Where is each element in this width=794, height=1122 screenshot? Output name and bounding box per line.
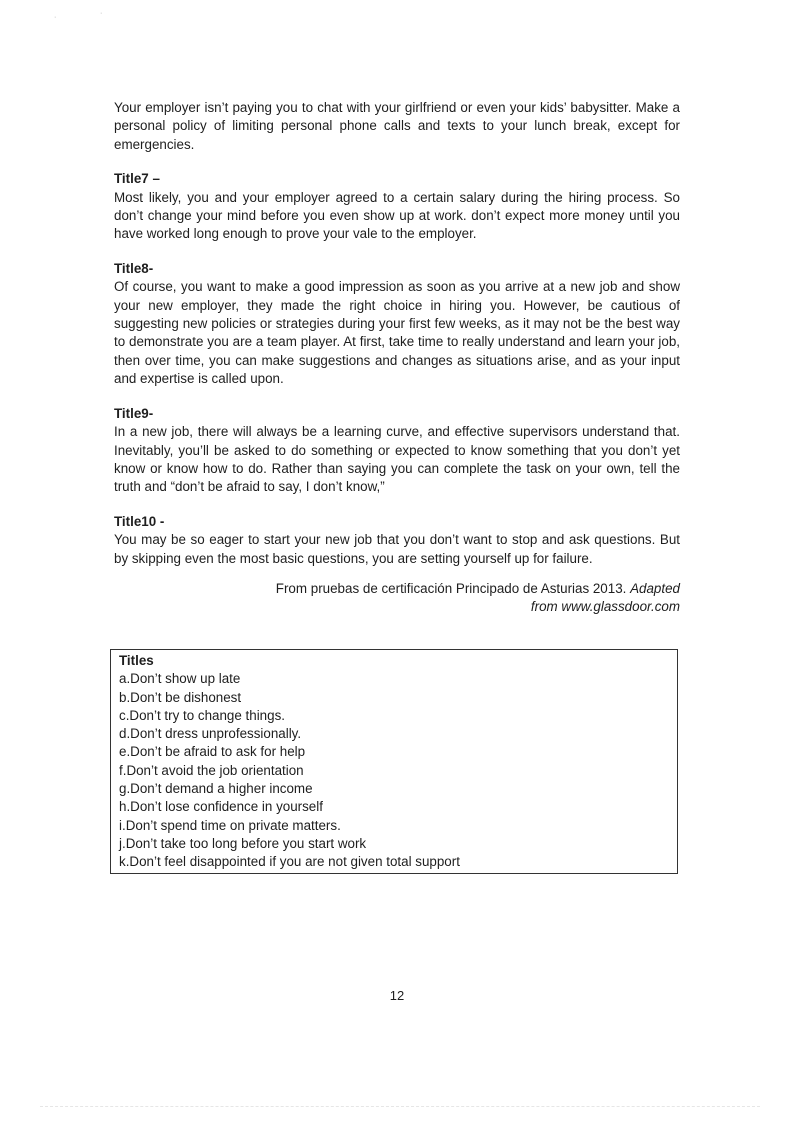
title-option-k: k.Don’t feel disappointed if you are not given total support xyxy=(119,854,460,870)
title-option-e: e.Don’t be afraid to ask for help xyxy=(119,744,306,760)
source-line-2: from www.glassdoor.com xyxy=(530,599,680,615)
section-title9 xyxy=(114,405,680,497)
source-citation xyxy=(114,580,680,617)
section-heading: Title8- xyxy=(114,260,154,276)
title-option-b: b.Don’t be dishonest xyxy=(119,689,242,705)
page-number: 12 xyxy=(389,988,405,1003)
section-title7 xyxy=(114,170,680,244)
title-option-c: c.Don’t try to change things. xyxy=(119,707,285,723)
scan-speck: · xyxy=(100,10,103,17)
section-body: Most likely, you and your employer agreed to a certain salary during the hiring process. So don’t change your mind before you even show up at work. don’t expect more money until you have worked long enough to prove your vale to the employer. xyxy=(114,189,680,242)
title-option-j: j.Don’t take too long before you start work xyxy=(119,835,367,851)
source-prefix: From pruebas de certificación Principado de Asturias 2013. xyxy=(275,580,627,596)
section-heading: Title10 - xyxy=(114,513,165,529)
section-title8 xyxy=(114,260,680,389)
section-body: Of course, you want to make a good impression as soon as you arrive at a new job and show your new employer, they made the right choice in hiring you. However, be cautious of suggesting new policies or strategies during your first few weeks, as it may not be the best way to demonstrate you are a team player. At first, take time to really understand and learn your job, then over time, you can make suggestions and changes as situations arise, and as your input and expertise is called upon. xyxy=(114,279,680,387)
titles-box xyxy=(110,649,678,874)
scan-speck: · xyxy=(54,14,57,21)
title-option-d: d.Don’t dress unprofessionally. xyxy=(119,726,302,742)
section-body: In a new job, there will always be a learning curve, and effective supervisors understand that. Inevitably, you’ll be asked to do something or expected to know something that you don’t yet know or know how to do. Rather than saying you can complete the task on your own, tell the truth and “don’t be afraid to say, I don’t know,” xyxy=(114,424,680,495)
title-option-g: g.Don’t demand a higher income xyxy=(119,781,313,797)
main-text xyxy=(114,99,680,617)
title-option-h: h.Don’t lose confidence in yourself xyxy=(119,799,323,815)
title-option-a: a.Don’t show up late xyxy=(119,671,241,687)
section-body: You may be so eager to start your new job that you don’t want to stop and ask questions. But by skipping even the most basic questions, you are setting yourself up for failure. xyxy=(114,532,680,566)
title-option-f: f.Don’t avoid the job orientation xyxy=(119,762,304,778)
source-adapted: Adapted xyxy=(630,580,680,596)
scan-edge-line xyxy=(40,1106,760,1107)
section-heading: Title7 – xyxy=(114,171,160,187)
intro-paragraph: Your employer isn’t paying you to chat with your girlfriend or even your kids’ babysitter. Make a personal policy of limiting personal phone calls and texts to your lunch break, except for emergencies. xyxy=(114,100,680,152)
titles-list xyxy=(119,670,677,871)
section-heading: Title9- xyxy=(114,405,154,421)
source-line-1 xyxy=(114,580,680,598)
title-option-i: i.Don’t spend time on private matters. xyxy=(119,817,341,833)
section-title10 xyxy=(114,513,680,568)
titles-heading: Titles xyxy=(119,653,154,668)
